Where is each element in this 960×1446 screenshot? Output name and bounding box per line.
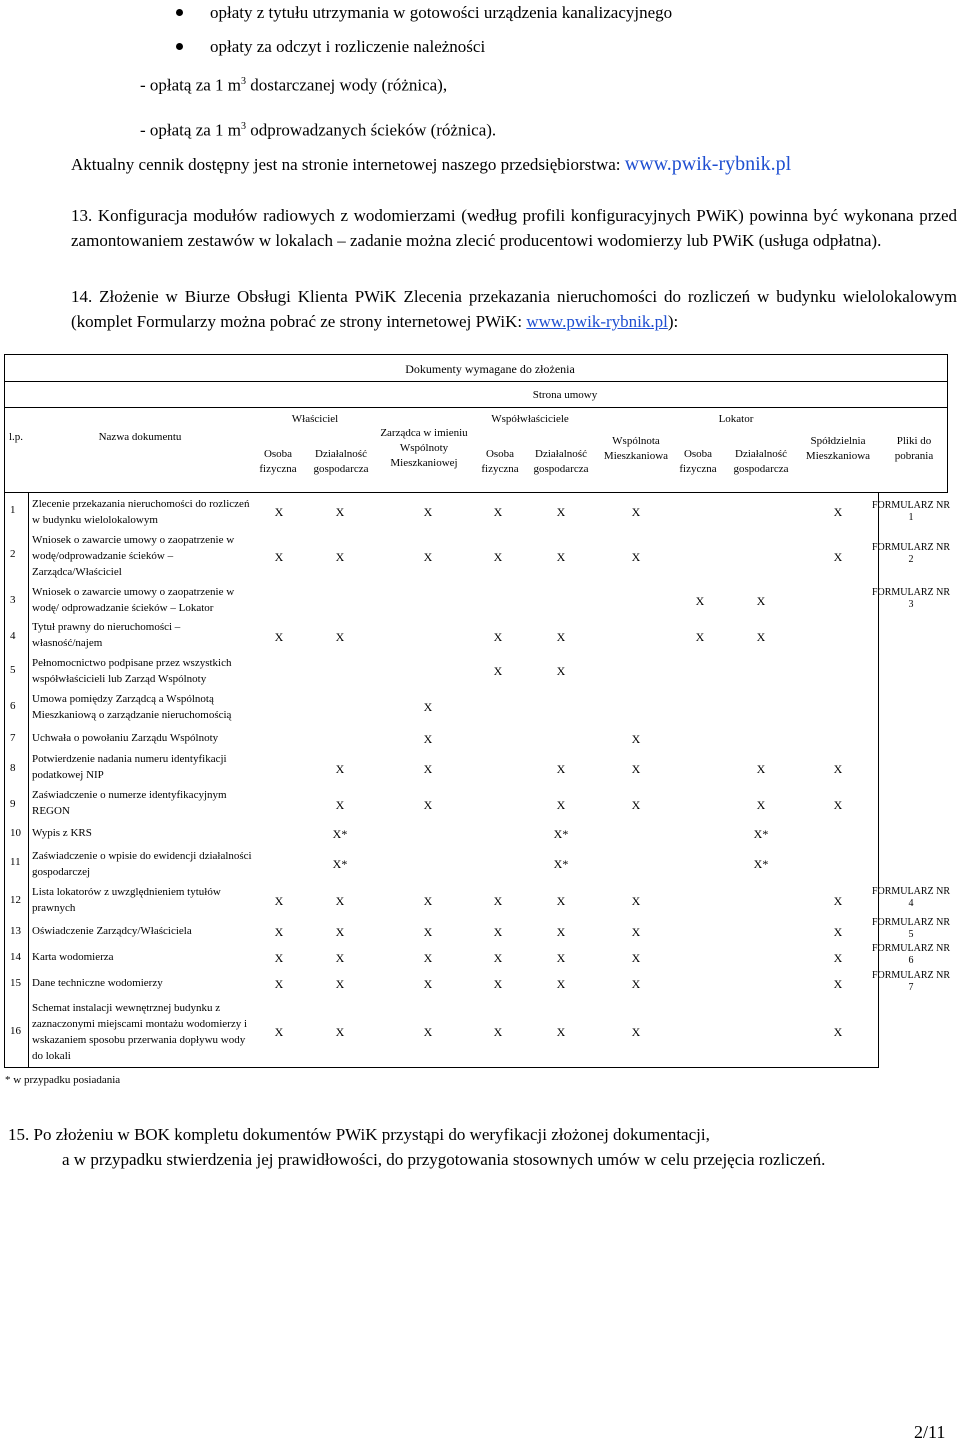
x-mark: X xyxy=(631,732,641,746)
x-mark: X xyxy=(631,550,641,564)
x-mark: X xyxy=(631,925,641,939)
paragraph-13: 13. Konfiguracja modułów radiowych z wodomierzami (według profili konfiguracyjnych PWiK) powinna być wykonana przed zamontowaniem zestawów w lokalach – zadanie można zlecić producentowi wodomierzy lub PWiK (usługa odpłatna). xyxy=(71,206,957,250)
lp-header: l.p. xyxy=(8,431,24,443)
tenant-group-header: Lokator xyxy=(718,413,754,425)
x-mark: X xyxy=(556,762,566,776)
x-star-mark: X* xyxy=(553,827,569,841)
x-mark: X xyxy=(493,894,503,908)
x-star-mark: X* xyxy=(553,857,569,871)
rate-line-sewage: - opłatą za 1 $m^3$ odprowadzanych ścieków (różnica). xyxy=(140,120,497,140)
x-mark: X xyxy=(335,798,345,812)
x-mark: X xyxy=(833,762,843,776)
row-number: 7 xyxy=(10,732,16,744)
owner-group-header: Właściciel xyxy=(291,413,339,425)
paragraph-14: 14. Złożenie w Biurze Obsługi Klienta PWiK Zlecenia przekazania nieruchomości do rozliczeń w budynku wielolokalowym (komplet Formularzy można pobrać ze strony internetowej PWiK: www.pwik-rybnik.pl): xyxy=(71,287,957,331)
x-mark: X xyxy=(556,1025,566,1039)
row-name: Wniosek o zawarcie umowy o zaopatrzenie w wodę/odprowadzanie ścieków – Zarządca/Właściciel xyxy=(32,534,235,578)
form-link[interactable]: FORMULARZ NR 2 xyxy=(871,542,951,565)
row-number: 11 xyxy=(10,856,21,868)
row-number: 5 xyxy=(10,664,16,676)
x-mark: X xyxy=(274,550,284,564)
row-name: Zaświadczenie o numerze identyfikacyjnym REGON xyxy=(32,789,227,817)
col-zarzadca: Zarządca w imieniu Wspólnoty Mieszkaniowej xyxy=(380,427,468,469)
row-number: 4 xyxy=(10,630,16,642)
row-name: Zaświadczenie o wpisie do ewidencji działalności gospodarczej xyxy=(32,850,252,878)
col-pliki: Pliki do pobrania xyxy=(894,435,934,462)
x-mark: X xyxy=(423,550,433,564)
form-link[interactable]: FORMULARZ NR 3 xyxy=(871,587,951,610)
x-mark: X xyxy=(493,977,503,991)
col-dzialalnosc-2: Działalność gospodarcza xyxy=(533,448,589,475)
x-mark: X xyxy=(833,798,843,812)
page-number: 2/11 xyxy=(914,1422,946,1442)
pwik-link[interactable]: www.pwik-rybnik.pl xyxy=(526,312,668,331)
row-name: Pełnomocnictwo podpisane przez wszystkich współwłaścicieli lub Zarząd Wspólnoty xyxy=(32,657,232,685)
row-name: Wniosek o zawarcie umowy o zaopatrzenie w wodę/ odprowadzanie ścieków – Lokator xyxy=(32,586,235,614)
x-mark: X xyxy=(423,732,433,746)
bullet-icon xyxy=(176,9,183,16)
x-mark: X xyxy=(335,630,345,644)
x-mark: X xyxy=(423,700,433,714)
row-number: 15 xyxy=(10,977,21,989)
x-mark: X xyxy=(556,925,566,939)
x-mark: X xyxy=(631,1025,641,1039)
row-name: Lista lokatorów z uwzględnieniem tytułów prawnych xyxy=(32,886,221,914)
x-mark: X xyxy=(556,505,566,519)
row-number: 14 xyxy=(10,951,21,963)
coowners-group-header: Współwłaściciele xyxy=(491,413,569,425)
x-mark: X xyxy=(423,505,433,519)
pricelist-line: Aktualny cennik dostępny jest na stronie internetowej naszego przedsiębiorstwa: www.pwik-rybnik.pl xyxy=(71,153,792,175)
table-title: Dokumenty wymagane do złożenia xyxy=(405,362,575,376)
x-mark: X xyxy=(274,977,284,991)
x-mark: X xyxy=(556,798,566,812)
x-mark: X xyxy=(493,1025,503,1039)
footnote: * w przypadku posiadania xyxy=(5,1074,121,1086)
x-mark: X xyxy=(556,664,566,678)
x-mark: X xyxy=(493,664,503,678)
x-mark: X xyxy=(631,951,641,965)
col-osoba-3: Osoba fizyczna xyxy=(679,448,717,475)
row-name: Uchwała o powołaniu Zarządu Wspólnoty xyxy=(32,732,219,744)
x-mark: X xyxy=(631,977,641,991)
x-mark: X xyxy=(756,594,766,608)
x-mark: X xyxy=(833,1025,843,1039)
x-mark: X xyxy=(493,550,503,564)
form-link[interactable]: FORMULARZ NR 6 xyxy=(871,943,951,966)
x-mark: X xyxy=(423,1025,433,1039)
x-star-mark: X* xyxy=(332,857,348,871)
form-link[interactable]: FORMULARZ NR 4 xyxy=(871,886,951,909)
col-wspolnota: Wspólnota Mieszkaniowa xyxy=(603,435,669,462)
x-mark: X xyxy=(756,762,766,776)
row-name: Tytuł prawny do nieruchomości – własność/najem xyxy=(32,621,181,649)
x-mark: X xyxy=(556,977,566,991)
x-mark: X xyxy=(493,925,503,939)
x-mark: X xyxy=(274,1025,284,1039)
row-name: Schemat instalacji wewnętrznej budynku z zaznaczonymi miejscami montażu wodomierzy i wskazaniem sposobu przerwania dopływu wody do lokali xyxy=(32,1002,248,1062)
x-mark: X xyxy=(756,798,766,812)
row-number: 10 xyxy=(10,827,21,839)
x-mark: X xyxy=(274,951,284,965)
x-mark: X xyxy=(833,977,843,991)
x-mark: X xyxy=(423,925,433,939)
row-name: Oświadczenie Zarządcy/Właściciela xyxy=(32,925,192,937)
x-mark: X xyxy=(556,630,566,644)
rate-line-water: - opłatą za 1 $m^3$ dostarczanej wody (różnica), xyxy=(140,75,448,95)
x-mark: X xyxy=(335,762,345,776)
row-name: Umowa pomiędzy Zarządcą a Wspólnotą Mieszkaniową o zarządzanie nieruchomością xyxy=(32,693,232,721)
x-mark: X xyxy=(335,1025,345,1039)
row-name: Zlecenie przekazania nieruchomości do rozliczeń w budynku wielolokalowym xyxy=(32,498,250,526)
x-mark: X xyxy=(631,762,641,776)
form-link[interactable]: FORMULARZ NR 7 xyxy=(871,970,951,993)
x-mark: X xyxy=(556,550,566,564)
col-osoba-1: Osoba fizyczna xyxy=(259,448,297,475)
x-mark: X xyxy=(695,594,705,608)
x-mark: X xyxy=(695,630,705,644)
x-star-mark: X* xyxy=(753,827,769,841)
x-mark: X xyxy=(631,894,641,908)
row-number: 6 xyxy=(10,700,16,712)
row-number: 13 xyxy=(10,925,21,937)
x-mark: X xyxy=(335,925,345,939)
x-mark: X xyxy=(335,977,345,991)
row-number: 8 xyxy=(10,762,16,774)
x-mark: X xyxy=(335,951,345,965)
paragraph-15-line2: a w przypadku stwierdzenia jej prawidłowości, do przygotowania stosownych umów w celu przejęcia rozliczeń. xyxy=(62,1150,826,1169)
row-number: 12 xyxy=(10,894,21,906)
row-number: 1 xyxy=(10,504,16,516)
row-name: Karta wodomierza xyxy=(32,951,114,963)
x-mark: X xyxy=(423,798,433,812)
form-link[interactable]: FORMULARZ NR 1 xyxy=(871,500,951,523)
x-mark: X xyxy=(335,894,345,908)
col-spoldzielnia: Spółdzielnia Mieszkaniowa xyxy=(805,435,871,462)
pricelist-link[interactable]: www.pwik-rybnik.pl xyxy=(624,153,792,175)
x-mark: X xyxy=(423,762,433,776)
x-mark: X xyxy=(335,550,345,564)
x-mark: X xyxy=(493,630,503,644)
x-mark: X xyxy=(493,951,503,965)
row-number: 16 xyxy=(10,1025,21,1037)
x-mark: X xyxy=(833,951,843,965)
x-mark: X xyxy=(833,505,843,519)
x-mark: X xyxy=(335,505,345,519)
x-mark: X xyxy=(423,894,433,908)
x-star-mark: X* xyxy=(753,857,769,871)
x-mark: X xyxy=(631,505,641,519)
row-number: 3 xyxy=(10,594,16,606)
x-mark: X xyxy=(833,925,843,939)
x-mark: X xyxy=(274,630,284,644)
bullet-icon xyxy=(176,43,183,50)
row-name: Potwierdzenie nadania numeru identyfikacji podatkowej NIP xyxy=(32,753,227,781)
x-star-mark: X* xyxy=(332,827,348,841)
x-mark: X xyxy=(493,505,503,519)
x-mark: X xyxy=(274,505,284,519)
row-number: 9 xyxy=(10,798,16,810)
bullet-item: opłaty z tytułu utrzymania w gotowości urządzenia kanalizacyjnego xyxy=(210,3,673,22)
x-mark: X xyxy=(274,894,284,908)
x-mark: X xyxy=(833,894,843,908)
paragraph-15-line1: 15. Po złożeniu w BOK kompletu dokumentów PWiK przystąpi do weryfikacji złożonej dokumentacji, xyxy=(8,1125,710,1144)
row-name: Dane techniczne wodomierzy xyxy=(32,977,163,989)
name-header: Nazwa dokumentu xyxy=(98,431,182,443)
x-mark: X xyxy=(556,894,566,908)
form-link[interactable]: FORMULARZ NR 5 xyxy=(871,917,951,940)
x-mark: X xyxy=(274,925,284,939)
col-osoba-2: Osoba fizyczna xyxy=(481,448,519,475)
col-dzialalnosc-1: Działalność gospodarcza xyxy=(313,448,369,475)
x-mark: X xyxy=(423,977,433,991)
x-mark: X xyxy=(556,951,566,965)
bullet-item: opłaty za odczyt i rozliczenie należności xyxy=(210,37,486,56)
x-mark: X xyxy=(833,550,843,564)
x-mark: X xyxy=(423,951,433,965)
col-dzialalnosc-3: Działalność gospodarcza xyxy=(733,448,789,475)
row-name: Wypis z KRS xyxy=(32,827,92,839)
contract-party-header: Strona umowy xyxy=(532,389,598,401)
x-mark: X xyxy=(631,798,641,812)
row-number: 2 xyxy=(10,548,16,560)
x-mark: X xyxy=(756,630,766,644)
